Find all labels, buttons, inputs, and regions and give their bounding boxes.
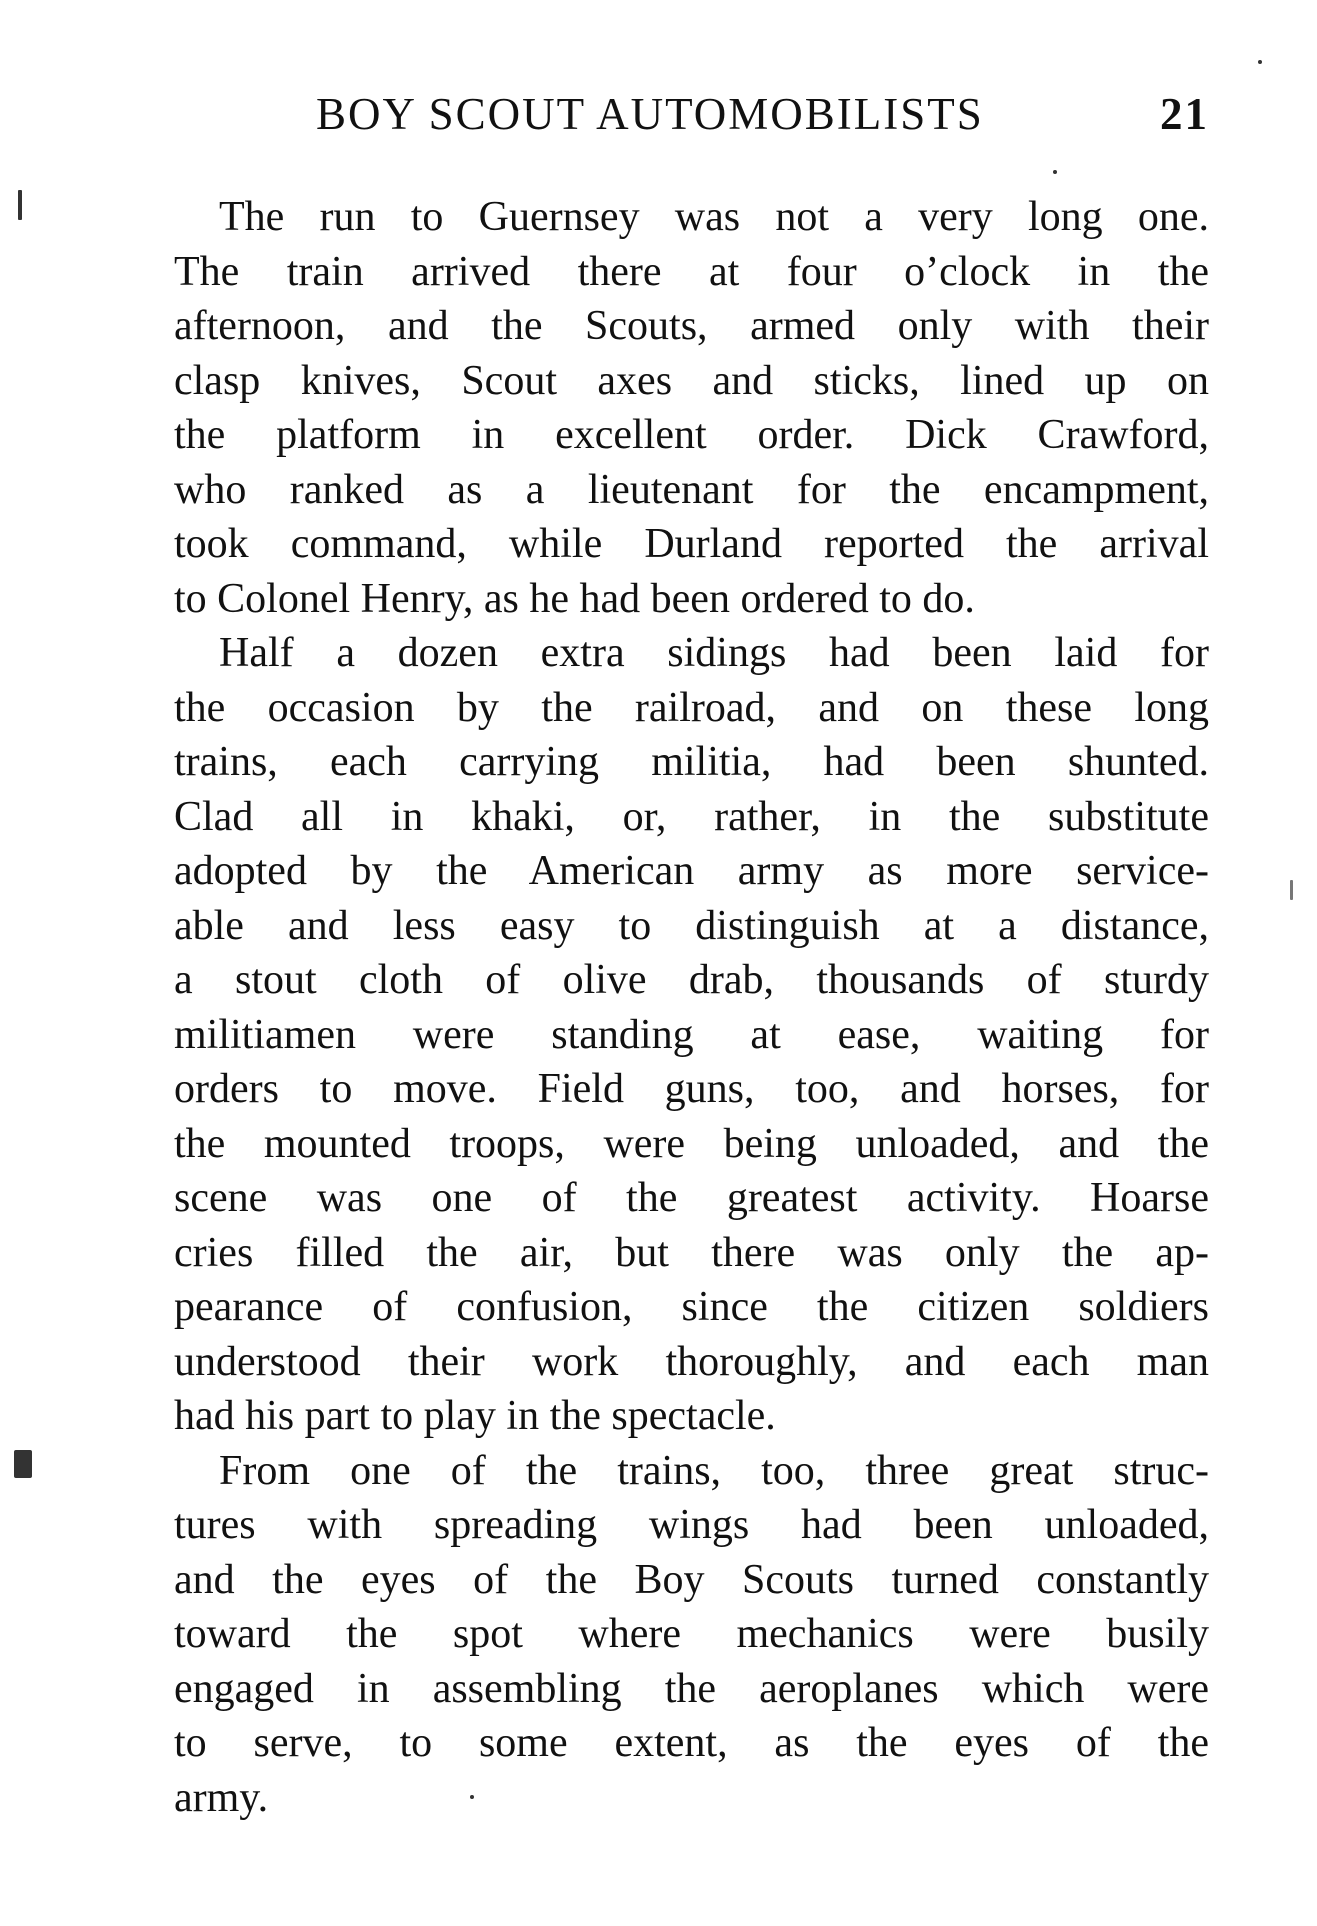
text-line: the platform in excellent order. Dick Crawford, bbox=[174, 412, 1209, 458]
text-line: to Colonel Henry, as he had been ordered to do. bbox=[174, 575, 975, 622]
text-line: engaged in assembling the aeroplanes which were bbox=[174, 1665, 1209, 1712]
text-line: to serve, to some extent, as the eyes of the bbox=[174, 1720, 1209, 1766]
text-line: afternoon, and the Scouts, armed only with their bbox=[174, 303, 1209, 349]
scan-speck bbox=[470, 1795, 474, 1799]
text-line: militiamen were standing at ease, waiting for bbox=[174, 1011, 1209, 1058]
text-line: clasp knives, Scout axes and sticks, lined up on bbox=[174, 357, 1209, 404]
scan-speck bbox=[1290, 880, 1293, 900]
text-line: Half a dozen extra sidings had been laid for bbox=[219, 630, 1209, 676]
text-line: The train arrived there at four o’clock in the bbox=[174, 248, 1209, 295]
text-line: army. bbox=[174, 1774, 269, 1821]
page-number: 21 bbox=[1160, 89, 1209, 139]
text-line: orders to move. Field guns, too, and horses, for bbox=[174, 1066, 1209, 1112]
text-line: pearance of confusion, since the citizen soldiers bbox=[174, 1284, 1209, 1330]
body-text bbox=[174, 190, 1209, 1825]
text-line: understood their work thoroughly, and each man bbox=[174, 1338, 1209, 1385]
text-line: The run to Guernsey was not a very long one. bbox=[219, 194, 1209, 240]
text-line: From one of the trains, too, three great struc- bbox=[219, 1447, 1209, 1494]
scan-speck bbox=[1053, 170, 1057, 174]
text-line: who ranked as a lieutenant for the encampment, bbox=[174, 466, 1209, 513]
text-line: able and less easy to distinguish at a distance, bbox=[174, 902, 1209, 949]
text-line: cries filled the air, but there was only the ap- bbox=[174, 1229, 1209, 1276]
text-line: tures with spreading wings had been unloaded, bbox=[174, 1502, 1209, 1548]
text-line: a stout cloth of olive drab, thousands of sturdy bbox=[174, 957, 1209, 1003]
scan-speck bbox=[1258, 60, 1262, 64]
text-line: adopted by the American army as more service- bbox=[174, 848, 1209, 894]
text-line: the mounted troops, were being unloaded, and the bbox=[174, 1120, 1209, 1167]
text-line: trains, each carrying militia, had been shunted. bbox=[174, 739, 1209, 785]
text-line: toward the spot where mechanics were busily bbox=[174, 1611, 1209, 1657]
text-line: the occasion by the railroad, and on these long bbox=[174, 684, 1209, 731]
scan-speck bbox=[14, 1450, 32, 1478]
text-line: scene was one of the greatest activity. Hoarse bbox=[174, 1175, 1209, 1221]
text-line: had his part to play in the spectacle. bbox=[174, 1393, 776, 1439]
running-title: BOY SCOUT AUTOMOBILISTS bbox=[316, 89, 984, 139]
running-head bbox=[316, 84, 1209, 144]
text-line: and the eyes of the Boy Scouts turned constantly bbox=[174, 1556, 1209, 1603]
scan-speck bbox=[18, 190, 22, 220]
text-line: Clad all in khaki, or, rather, in the substitute bbox=[174, 793, 1209, 840]
text-line: took command, while Durland reported the arrival bbox=[174, 521, 1209, 567]
